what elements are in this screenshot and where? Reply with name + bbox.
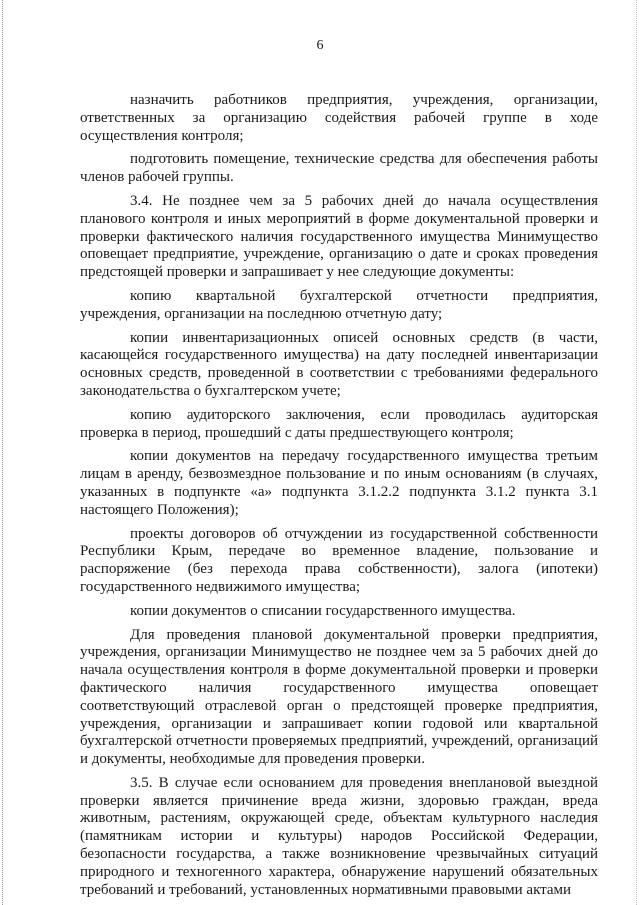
paragraph-planned-inspection: Для проведения плановой документальной проверки предприятия, учреждения, организации Минимущество не позднее чем за 5 рабочих дней до начала осуществления контроля в форме документальной проверки и проверки фактического наличия государственного имущества оповещает соответствующий отраслевой орган о предстоящей проверке предприятия, учреждения, организации и запрашивает копии годовой или квартальной бухгалтерской отчетности проверяемых предприятий, учреждений, организаций и документы, необходимые для проведения проверки. <box>80 626 598 768</box>
list-item-inventory-copies: копии инвентаризационных описей основных средств (в части, касающейся государственного имущества) на дату последней инвентаризации основных средств, проведенной в соответствии с требованиями федерального законодательства о бухгалтерском учете; <box>80 329 598 399</box>
scan-edge-right <box>636 0 638 905</box>
list-item-draft-contracts: проекты договоров об отчуждении из государственной собственности Республики Крым, передаче во временное владение, пользование и распоряжение (без перехода права собственности), залога (ипотеки) государственного недвижимого имущества; <box>80 525 598 595</box>
list-item-transfer-documents: копии документов на передачу государственного имущества третьим лицам в аренду, безвозмездное пользование и по иным основаниям (в случаях, указанных в подпункте «а» подпункта 3.1.2.2 подпункта 3.1.2 пункта 3.1 настоящего Положения); <box>80 448 598 518</box>
paragraph-appoint-staff: назначить работников предприятия, учреждения, организации, ответственных за организацию содействия рабочей группе в ходе осуществления контроля; <box>80 92 598 144</box>
paragraph-3-5: 3.5. В случае если основанием для проведения внеплановой выездной проверки является причинение вреда жизни, здоровью граждан, вреда животным, растениям, окружающей среде, объектам культурного наследия (памятникам истории и культуры) народов Российской Федерации, безопасности государства, а также возникновение чрезвычайных ситуаций природного и техногенного характера, обнаружение нарушений обязательных требований и требований, установленных нормативными правовыми актами <box>80 774 598 898</box>
document-body <box>80 92 598 905</box>
list-item-quarterly-report: копию квартальной бухгалтерской отчетности предприятия, учреждения, организации на последнюю отчетную дату; <box>80 287 598 322</box>
scan-edge-left <box>2 0 4 905</box>
paragraph-3-4: 3.4. Не позднее чем за 5 рабочих дней до начала осуществления планового контроля и иных мероприятий в форме документальной проверки и проверки фактического наличия государственного имущества Минимущество оповещает предприятие, учреждение, организацию о дате и сроках проведения предстоящей проверки и запрашивает у нее следующие документы: <box>80 192 598 281</box>
list-item-audit-report: копию аудиторского заключения, если проводилась аудиторская проверка в период, прошедший с даты предшествующего контроля; <box>80 406 598 441</box>
paragraph-prepare-premises: подготовить помещение, технические средства для обеспечения работы членов рабочей группы. <box>80 151 598 186</box>
list-item-write-off-documents: копии документов о списании государственного имущества. <box>130 602 516 619</box>
page-number: 6 <box>316 38 324 53</box>
